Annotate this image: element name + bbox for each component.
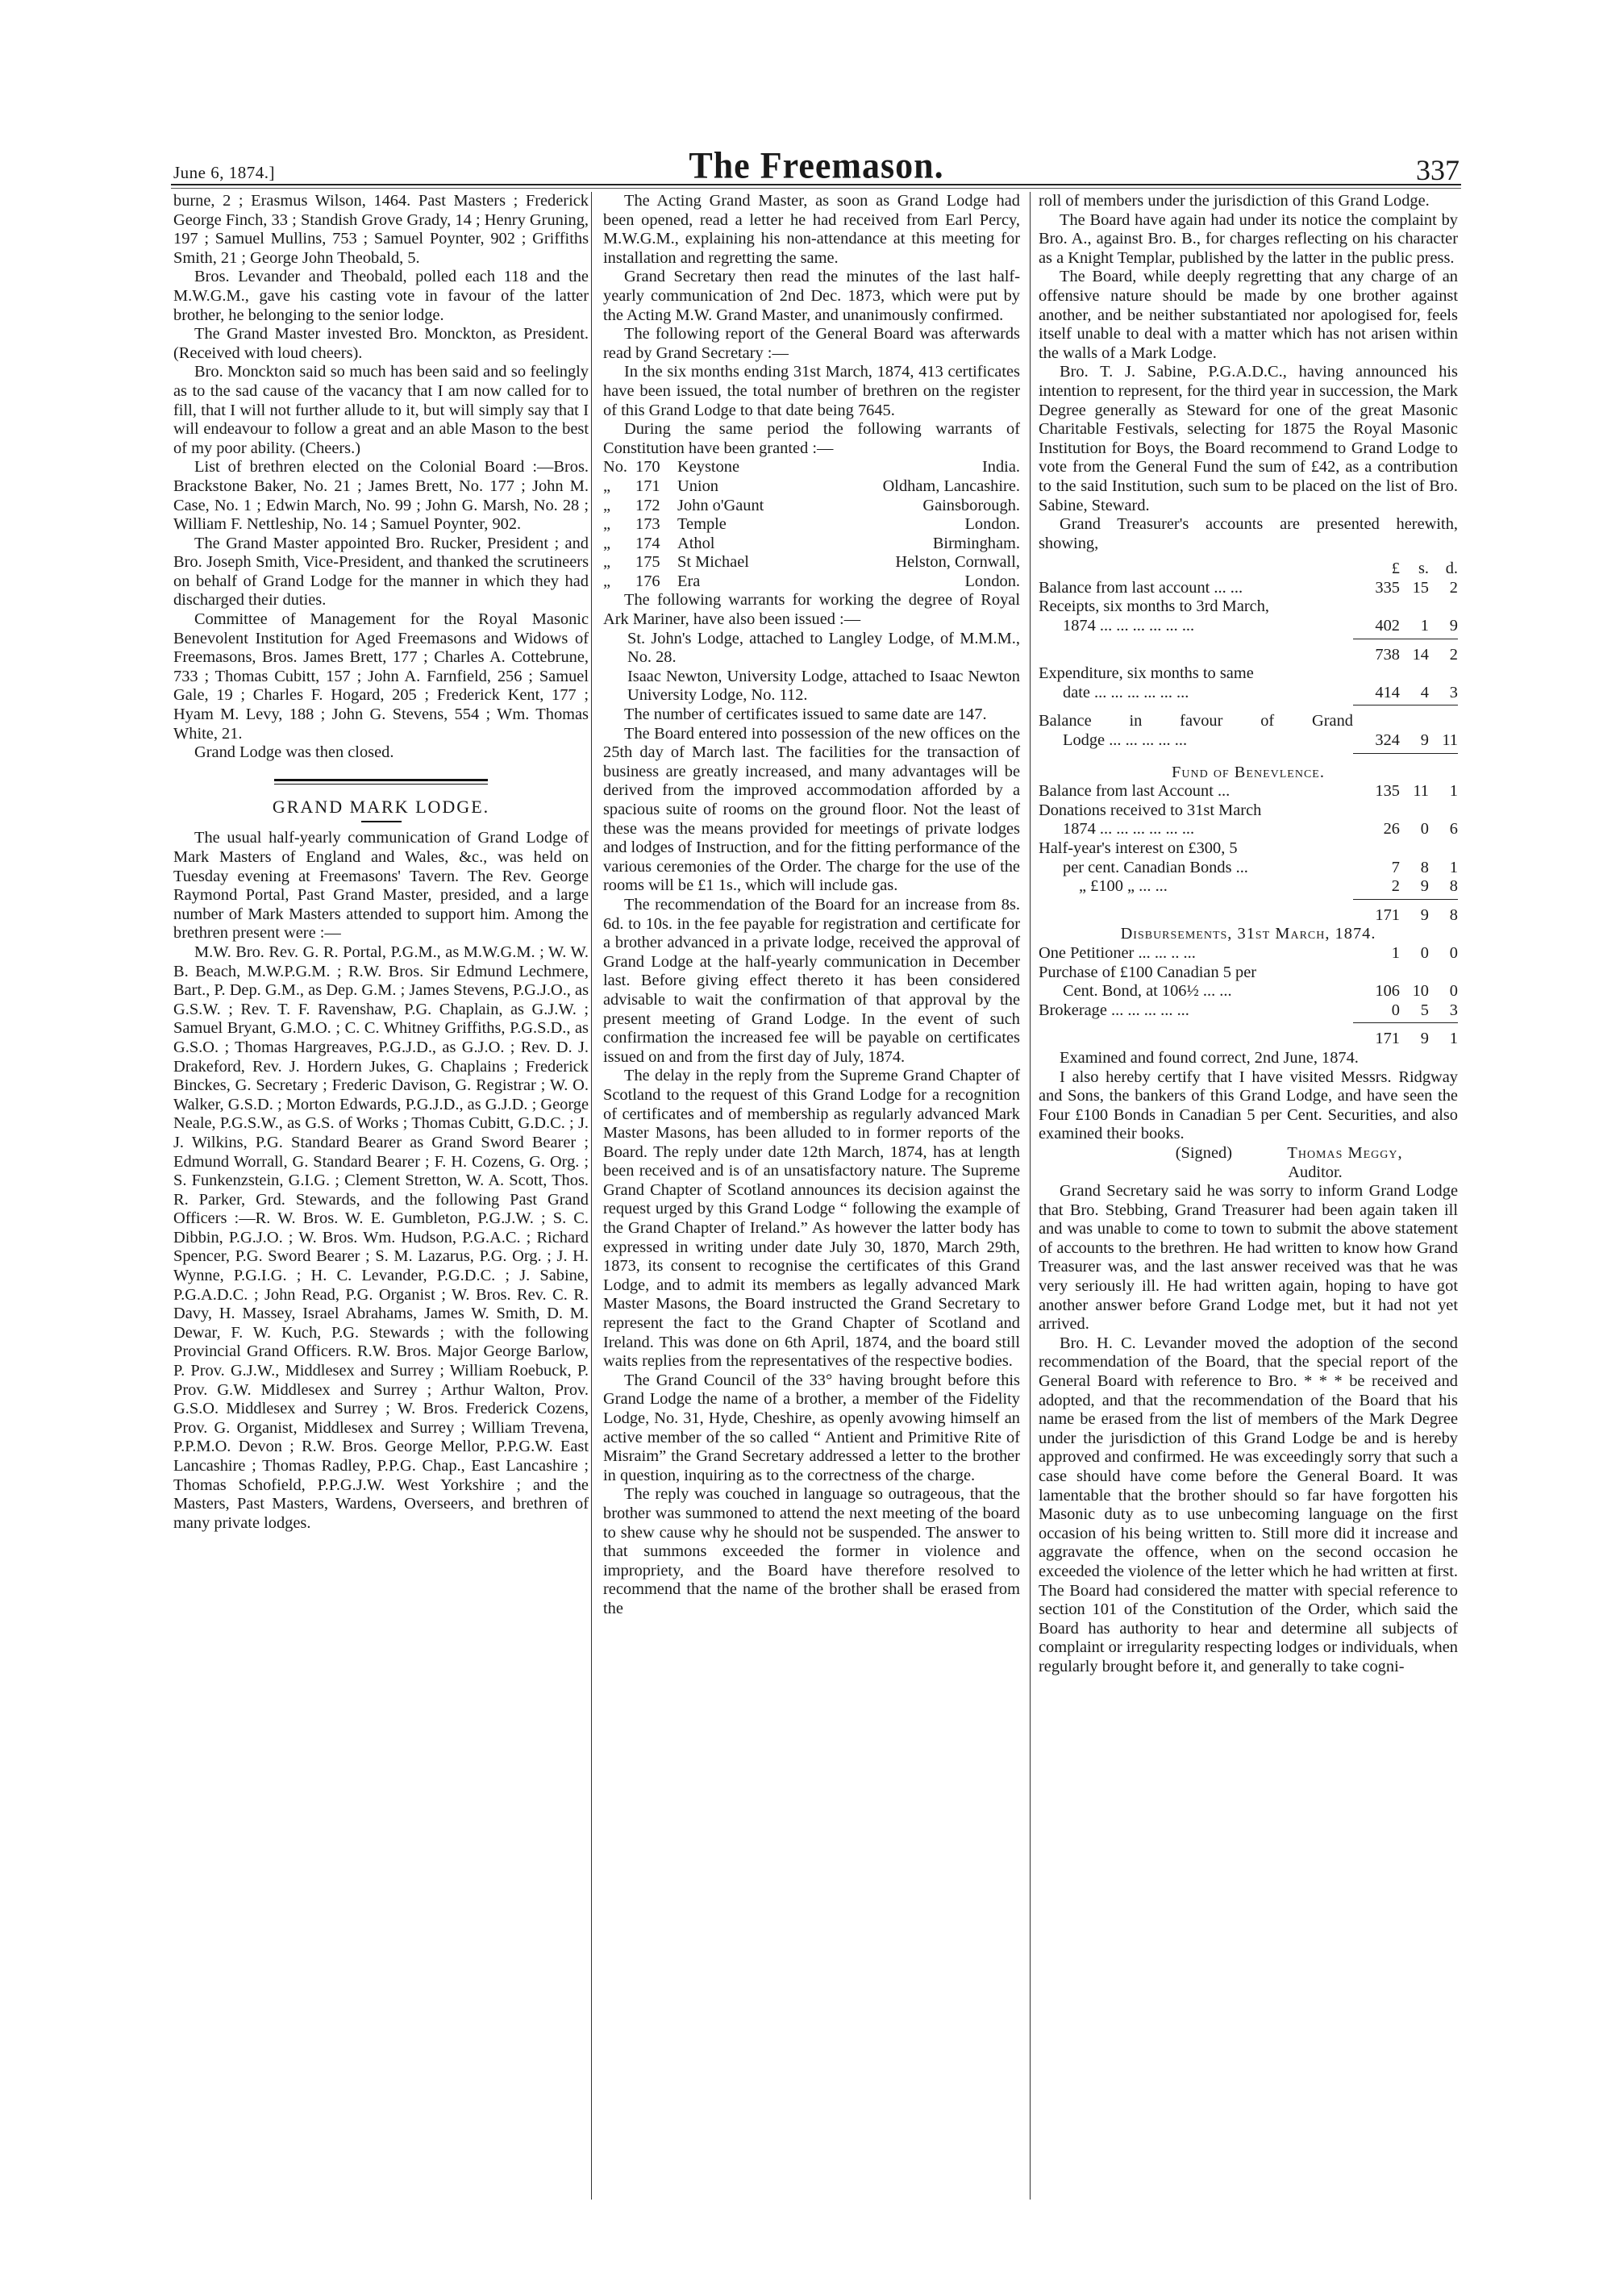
account-label: Cent. Bond, at 106½ ... ... <box>1063 982 1232 1001</box>
account-label: Balance in favour of Grand <box>1039 712 1353 730</box>
shillings: 9 <box>1420 731 1429 750</box>
warrant-number: 170 <box>635 458 660 477</box>
warrant-name: Athol <box>677 534 715 552</box>
account-row <box>1039 617 1458 636</box>
shillings: 0 <box>1420 820 1429 839</box>
account-label: Purchase of £100 Canadian 5 per <box>1039 963 1257 981</box>
sum-rule <box>1353 753 1458 754</box>
page-number: 337 <box>1416 154 1460 186</box>
warrant-name: Union <box>677 477 718 495</box>
account-row-label <box>1039 664 1458 684</box>
pence: 0 <box>1449 982 1458 1001</box>
header-rule-thin <box>171 188 1461 189</box>
warrant-item <box>603 497 1020 516</box>
account-row <box>1039 877 1458 897</box>
pence: 8 <box>1449 877 1458 896</box>
paragraph: The Board entered into possession of the new offices on the 25th day of March last. The facilities for the transaction of business are greatly increased, and many advantages will be derived from the improved accommodation afforded by a spacious suite of rooms on the ground floor. Not the least of these was the means provided for meetings of private lodges and lodges of Instruction, and for the fitting performance of the various ceremonies of the Order. The charge for the use of the rooms will be £1 1s., which will include gas. <box>603 724 1020 895</box>
warrant-name: St Michael <box>677 553 749 572</box>
signatory-role: Auditor. <box>1288 1163 1343 1181</box>
warrant-name: Era <box>677 572 701 590</box>
account-row <box>1039 731 1458 751</box>
account-row-label <box>1039 712 1458 731</box>
pounds: 0 <box>1391 1001 1400 1019</box>
section-heading: GRAND MARK LODGE. <box>272 796 490 817</box>
paragraph: The reply was couched in language so outrageous, that the brother was summoned to attend the next meeting of the board to shew cause why he should not be suspended. The answer to that summons exceeded the former in violence and impropriety, and the Board have therefore resolved to recommend that the name of the brother shall be erased from the <box>603 1485 1020 1617</box>
pounds: 171 <box>1375 905 1400 924</box>
paragraph: Examined and found correct, 2nd June, 1874. <box>1060 1048 1359 1067</box>
paragraph: Grand Secretary then read the minutes of the last half-yearly communication of 2nd Dec. 1873, which were put by the Acting M.W. Grand Master, and unanimously confirmed. <box>603 268 1020 324</box>
shillings: 9 <box>1420 877 1429 896</box>
paragraph: The recommendation of the Board for an increase from 8s. 6d. to 10s. in the fee payable for registration and certificate for a brother advanced in a private lodge, received the approval of Grand Lodge at the half-yearly communication in December last. Before giving effect thereto it has been considered advisable to wait the confirmation of that approval by the present meeting of Grand Lodge. In the event of such confirmation the increased fee will be payable on certificates issued on and from the first day of July, 1874. <box>603 895 1020 1066</box>
warrant-number: 172 <box>635 496 660 514</box>
ark-mariner-warrant: Isaac Newton, University Lodge, attached to Isaac Newton University Lodge, No. 112. <box>627 667 1020 705</box>
warrant-prefix: „ <box>603 572 611 590</box>
account-label: 1874 ... ... ... ... ... ... <box>1063 820 1195 839</box>
heading-dash <box>361 821 402 822</box>
paragraph: The Acting Grand Master, as soon as Grand Lodge had been opened, read a letter he had received from Earl Percy, M.W.G.M., explaining his non-attendance at this meeting for installation and regretting the same. <box>603 192 1020 267</box>
paragraph: burne, 2 ; Erasmus Wilson, 1464. Past Masters ; Frederick George Finch, 33 ; Standish Grove Grady, 14 ; Henry Gruning, 197 ; Samuel Mullins, 753 ; Samuel Poynter, 902 ; Griffiths Smith, 21 ; George John Theobald, 5. <box>173 192 589 267</box>
paragraph: The following warrants for working the degree of Royal Ark Mariner, have also been issued :— <box>603 591 1020 629</box>
warrant-item <box>603 553 1020 572</box>
page-header <box>173 145 1460 185</box>
pounds: 135 <box>1375 782 1400 801</box>
signatory-name: Thomas Meggy, <box>1287 1143 1403 1162</box>
treasurer-accounts <box>1039 560 1458 753</box>
account-label: 1874 ... ... ... ... ... ... <box>1063 617 1195 635</box>
pounds: 335 <box>1375 578 1400 597</box>
account-label: per cent. Canadian Bonds ... <box>1063 858 1248 876</box>
pounds: 738 <box>1375 645 1400 664</box>
account-row <box>1039 684 1458 703</box>
warrant-place: India. <box>982 458 1020 477</box>
warrant-prefix: „ <box>603 515 611 534</box>
account-label: Receipts, six months to 3rd March, <box>1039 597 1269 616</box>
paragraph: The Grand Master appointed Bro. Rucker, President ; and Bro. Joseph Smith, Vice-President, and thanked the scrutineers on behalf of Grand Lodge for the manner in which they had discharged their duties. <box>173 534 589 610</box>
pounds-header: £ <box>1391 560 1400 578</box>
account-total <box>1039 906 1458 926</box>
account-label: One Petitioner ... ... .. ... <box>1039 943 1196 962</box>
paragraph: M.W. Bro. Rev. G. R. Portal, P.G.M., as M.W.G.M. ; W. W. B. Beach, M.W.P.G.M. ; R.W. Bros. Sir Edmund Lechmere, Bart., P. Dep. G.M., as Dep. G.M. ; James Stevens, P.G.J.O., as G.S.W. ; Rev. T. F. Ravenshaw, P.G. Chaplain, as G.J.W. ; Samuel Bryant, G.M.O. ; C. C. Whitney Griffiths, P.G.S.D., as G.S.O. ; Thomas Hargreaves, P.G.J.D., as G.J.O. ; Rev. D. J. Drakeford, Rev. J. Hordern Jukes, G. Chaplains ; Frederick Binckes, G. Secretary ; Frederic Davison, G. Registrar ; W. O. Walker, G.S.D. ; Morton Edwards, P.G.J.D., as G.J.D. ; George Neale, P.G.S.W., as G.S. of Works ; Thomas Cubitt, G.D.C. ; J. J. Wilkins, P.G. Standard Bearer as Grand Sword Bearer ; Edmund Worrall, G. Standard Bearer ; F. H. Cozens, G. Org. ; S. Funkenzstein, G.I.G. ; Clement Stretton, W. A. Scott, Thos. R. Parker, Grd. Stewards, and the following Past Grand Officers :—R. W. Bros. W. E. Gumbleton, P.G.J.W. ; S. C. Dibbin, P.G.J.O. ; W. Bros. Wm. Hudson, P.G.A.C. ; Richard Spencer, P.G. Sword Bearer ; S. M. Lazarus, P.G. Org. ; J. H. Wynne, P.G.I.G. ; H. C. Levander, P.G.D.C. ; J. Sabine, P.G.A.D.C. ; John Read, P.G. Organist ; W. Bros. Rev. C. R. Davy, H. Massey, Israel Abrahams, James W. Smith, D. M. Dewar, F. W. Kuch, P.G. Stewards ; with the following Provincial Grand Officers. R.W. Bros. Major George Barlow, P. Prov. G.J.W., Middlesex and Surrey ; William Roebuck, P. Prov. G.W. Middlesex and Surrey ; Arthur Walton, Prov. G.S.O. Middlesex and Surrey ; W. Bros. Frederick Cozens, Prov. G. Organist, Middlesex and Surrey ; William Trevena, P.P.M.O. Devon ; R.W. Bros. George Mellor, P.P.G.W. East Lancashire ; Thomas Radley, P.P.G. Chap., East Lancashire ; Thomas Schofield, P.P.G.J.W. West Yorkshire ; and the Masters, Past Masters, Wardens, Overseers, and brethren of many private lodges. <box>173 943 589 1532</box>
shillings: 9 <box>1420 905 1429 924</box>
paragraph: The number of certificates issued to same date are 147. <box>624 705 987 724</box>
paragraph: Grand Secretary said he was sorry to inform Grand Lodge that Bro. Stebbing, Grand Treasurer had been again taken ill and was unable to come to town to submit the above statement of accounts to the brethren. He had written to know how Grand Treasurer was, and the last answer received was that he was very seriously ill. He had written again, hoping to have got another answer before Grand Lodge met, but it had not yet arrived. <box>1039 1182 1458 1334</box>
column-middle <box>603 192 1020 1619</box>
sum-rule <box>1353 1022 1458 1023</box>
shillings: 4 <box>1420 683 1429 701</box>
paragraph: The following report of the General Board was afterwards read by Grand Secretary :— <box>603 325 1020 362</box>
column-right <box>1039 192 1458 1677</box>
pence: 11 <box>1442 731 1458 750</box>
account-row <box>1039 579 1458 598</box>
section-divider <box>274 779 488 785</box>
fund-heading: Fund of Benevlence. <box>1172 763 1325 781</box>
warrant-item <box>603 515 1020 535</box>
pence: 3 <box>1449 683 1458 701</box>
account-total <box>1039 1030 1458 1049</box>
warrant-item <box>603 572 1020 592</box>
warrant-item <box>603 535 1020 554</box>
account-row <box>1039 944 1458 964</box>
pounds: 171 <box>1375 1030 1400 1048</box>
pounds: 106 <box>1375 982 1400 1001</box>
pence: 3 <box>1449 1001 1458 1019</box>
account-row-label <box>1039 801 1458 821</box>
pence: 6 <box>1449 820 1458 839</box>
paragraph: The Board, while deeply regretting that any charge of an offensive nature should be made by one brother against another, and be neither substantiated nor apologised for, feels itself unable to deal with a matter which has not arisen within the walls of a Mark Lodge. <box>1039 268 1458 362</box>
masthead-title: The Freemason. <box>689 144 944 187</box>
account-row-label <box>1039 839 1458 859</box>
account-label: Balance from last Account ... <box>1039 782 1230 801</box>
pence: 2 <box>1449 645 1458 664</box>
pence: 1 <box>1449 782 1458 801</box>
account-total <box>1039 646 1458 665</box>
paragraph: Grand Treasurer's accounts are presented herewith, showing, <box>1039 515 1458 552</box>
disbursements-heading: Disbursements, 31st March, 1874. <box>1120 925 1376 943</box>
shillings: 8 <box>1420 858 1429 876</box>
paragraph: In the six months ending 31st March, 1874, 413 certificates have been issued, the total number of brethren on the register of this Grand Lodge to that date being 7645. <box>603 363 1020 419</box>
account-label: Expenditure, six months to same <box>1039 664 1254 683</box>
benevolence-accounts <box>1039 782 1458 925</box>
paragraph: During the same period the following warrants of Constitution have been granted :— <box>603 420 1020 457</box>
pounds: 324 <box>1375 731 1400 750</box>
signed-label: (Signed) <box>1175 1143 1232 1162</box>
warrant-prefix: „ <box>603 477 611 495</box>
shillings-header: s. <box>1418 560 1429 578</box>
paragraph: Bro. H. C. Levander moved the adoption of the second recommendation of the Board, that the special report of the General Board with reference to Bro. * * * be received and adopted, and that the recommendation of the Board that his name be erased from the list of members of the Mark Degree under the jurisdiction of this Grand Lodge be and is hereby approved and confirmed. He was exceedingly sorry that such a case should have come before the General Board. It was lamentable that the brother should so far have forgotten his Masonic duty as to use unbecoming language on the first occasion of his being written to. Still more did it increase and aggravate the offence, when on the second occasion he exceeded the violence of the letter which he had written at first. The Board had considered the matter with special reference to section 101 of the Constitution of the Order, which said the Board has authority to hear and determine all subjects of complaint or irregularity respecting lodges or individuals, when regularly brought before it, and generally to take cogni- <box>1039 1334 1458 1675</box>
account-label: Brokerage ... ... ... ... ... <box>1039 1001 1189 1019</box>
pence: 1 <box>1449 1030 1458 1048</box>
paragraph: List of brethren elected on the Colonial Board :—Bros. Brackstone Baker, No. 21 ; James Brett, No. 177 ; John M. Case, No. 1 ; Edwin March, No. 99 ; John G. Marsh, No. 28 ; William F. Nettleship, No. 14 ; Samuel Poynter, 902. <box>173 458 589 534</box>
pence: 1 <box>1449 858 1458 876</box>
pence: 8 <box>1449 905 1458 924</box>
paragraph: Bros. Levander and Theobald, polled each 118 and the M.W.G.M., gave his casting vote in favour of the latter brother, he belonging to the senior lodge. <box>173 268 589 324</box>
pounds: 26 <box>1383 820 1400 839</box>
warrant-number: 175 <box>635 553 660 572</box>
warrant-number: 171 <box>635 477 660 495</box>
account-row <box>1039 982 1458 1001</box>
pounds: 7 <box>1391 858 1400 876</box>
warrant-name: Temple <box>677 515 727 534</box>
warrant-number: 176 <box>635 572 660 590</box>
paragraph: The delay in the reply from the Supreme Grand Chapter of Scotland to the request of this Grand Lodge for a recognition of certificates and of membership as regularly advanced Mark Master Masons, has been alluded to in former reports of the Board. The reply under date 12th March, 1874, has at length been received and is of an unsatisfactory nature. The Supreme Grand Chapter of Scotland announces its decision against the request urged by this Grand Lodge “ following the example of the Grand Chapter of Ireland.” As however the latter body has expressed in writing under date July 30, 1870, March 29th, 1873, its consent to recognise the certificates of this Grand Lodge, and to admit its members as legally advanced Mark Master Masons, the Board instructed the Grand Secretary to represent the fact to the Grand Chapter of Scotland and Ireland. This was done on 6th April, 1874, and the board still waits replies from the representatives of the respective bodies. <box>603 1067 1020 1371</box>
account-label: „ £100 „ ... ... <box>1079 877 1168 896</box>
warrant-number: 174 <box>635 534 660 552</box>
account-label: Half-year's interest on £300, 5 <box>1039 839 1238 857</box>
pounds: 414 <box>1375 683 1400 701</box>
shillings: 0 <box>1420 943 1429 962</box>
pounds: 1 <box>1391 943 1400 962</box>
warrant-item <box>603 477 1020 497</box>
warrant-prefix: „ <box>603 553 611 572</box>
pence: 2 <box>1449 578 1458 597</box>
account-row <box>1039 820 1458 839</box>
warrant-list <box>603 458 1020 591</box>
account-row <box>1039 859 1458 878</box>
paragraph: The usual half-yearly communication of Grand Lodge of Mark Masters of England and Wales, &c., was held on Tuesday evening at Freemasons' Tavern. The Rev. George Raymond Portal, Past Grand Master, presided, and a large number of Mark Masters attended to support him. Among the brethren present were :— <box>173 829 589 943</box>
shillings: 1 <box>1420 617 1429 635</box>
warrant-name: John o'Gaunt <box>677 496 764 514</box>
shillings: 11 <box>1413 782 1429 801</box>
account-row-label <box>1039 964 1458 983</box>
shillings: 9 <box>1420 1030 1429 1048</box>
account-label: Donations received to 31st March <box>1039 801 1262 819</box>
sum-rule <box>1353 899 1458 900</box>
header-rule <box>171 184 1461 185</box>
warrant-prefix: „ <box>603 534 611 552</box>
warrant-item <box>603 458 1020 477</box>
warrant-place: Birmingham. <box>932 534 1020 552</box>
shillings: 10 <box>1412 982 1429 1001</box>
shillings: 14 <box>1412 645 1429 664</box>
pounds: 402 <box>1375 617 1400 635</box>
paragraph: Committee of Management for the Royal Masonic Benevolent Institution for Aged Freemasons and Widows of Freemasons, Bros. James Brett, 177 ; Charles A. Cottebrune, 733 ; Thomas Cubitt, 157 ; John A. Farnfield, 256 ; Samuel Gale, 19 ; Charles F. Hogard, 205 ; Frederick Kent, 177 ; Hyam M. Levy, 188 ; John G. Stevens, 554 ; Wm. Thomas White, 21. <box>173 610 589 743</box>
column-divider-2 <box>1030 192 1031 2200</box>
issue-date: June 6, 1874.] <box>173 163 275 182</box>
account-row <box>1039 1001 1458 1021</box>
paragraph: The Board have again had under its notice the complaint by Bro. A., against Bro. B., for charges reflecting on his character as a Knight Templar, published by the latter in the public press. <box>1039 210 1458 267</box>
paragraph: Grand Lodge was then closed. <box>194 743 394 762</box>
paragraph: Bro. Monckton said so much has been said and so feelingly as to the sad cause of the vacancy that I am now called for to fill, that I will not further allude to it, but will simply say that I will endeavour to follow a great and an able Mason to the best of my poor ability. (Cheers.) <box>173 363 589 457</box>
pence-header: d. <box>1445 560 1458 578</box>
paragraph: The Grand Master invested Bro. Monckton, as President. (Received with loud cheers). <box>173 325 589 362</box>
column-divider-1 <box>591 192 592 2200</box>
shillings: 15 <box>1412 578 1429 597</box>
warrant-place: Helston, Cornwall, <box>895 553 1020 572</box>
warrant-place: London. <box>964 515 1020 534</box>
warrant-number: 173 <box>635 515 660 534</box>
currency-header <box>1039 560 1458 579</box>
account-label: Lodge ... ... ... ... ... <box>1063 731 1188 750</box>
paragraph: Bro. T. J. Sabine, P.G.A.D.C., having announced his intention to represent, for the third year in succession, the Mark Degree generally as Steward for one of the great Masonic Charitable Festivals, selecting for 1875 the Royal Masonic Institution for Boys, the Board recommend to Grand Lodge to vote from the General Fund the sum of £42, as a contribution to the said Institution, such sum to be placed on the list of Bro. Sabine, Steward. <box>1039 363 1458 514</box>
disbursements-accounts <box>1039 944 1458 1049</box>
account-label: Balance from last account ... ... <box>1039 578 1243 597</box>
account-row <box>1039 782 1458 801</box>
warrant-prefix: „ <box>603 496 611 514</box>
account-label: date ... ... ... ... ... ... <box>1063 683 1189 701</box>
ark-mariner-warrant: St. John's Lodge, attached to Langley Lodge, of M.M.M., No. 28. <box>627 629 1020 667</box>
warrant-place: London. <box>964 572 1020 590</box>
warrant-prefix: No. <box>603 458 628 477</box>
warrant-name: Keystone <box>677 458 740 477</box>
paragraph: The Grand Council of the 33° having brought before this Grand Lodge the name of a brother, a member of the Fidelity Lodge, No. 31, Hyde, Cheshire, as openly avowing himself an active member of the so called “ Antient and Primitive Rite of Misraim” the Grand Secretary addressed a letter to the brother in question, inquiring as to the correctness of the charge. <box>603 1371 1020 1484</box>
pounds: 2 <box>1391 877 1400 896</box>
pence: 9 <box>1449 617 1458 635</box>
warrant-place: Oldham, Lancashire. <box>882 477 1020 495</box>
paragraph: roll of members under the jurisdiction of this Grand Lodge. <box>1039 192 1430 210</box>
pence: 0 <box>1449 943 1458 962</box>
warrant-place: Gainsborough. <box>922 496 1020 514</box>
signature-line <box>1039 1144 1458 1163</box>
account-row-label <box>1039 597 1458 617</box>
shillings: 5 <box>1420 1001 1429 1019</box>
paragraph: I also hereby certify that I have visited Messrs. Ridgway and Sons, the bankers of this Grand Lodge, and have seen the Four £100 Bonds in Canadian 5 per Cent. Securities, and also examined their books. <box>1039 1068 1458 1143</box>
column-left <box>173 192 589 1533</box>
